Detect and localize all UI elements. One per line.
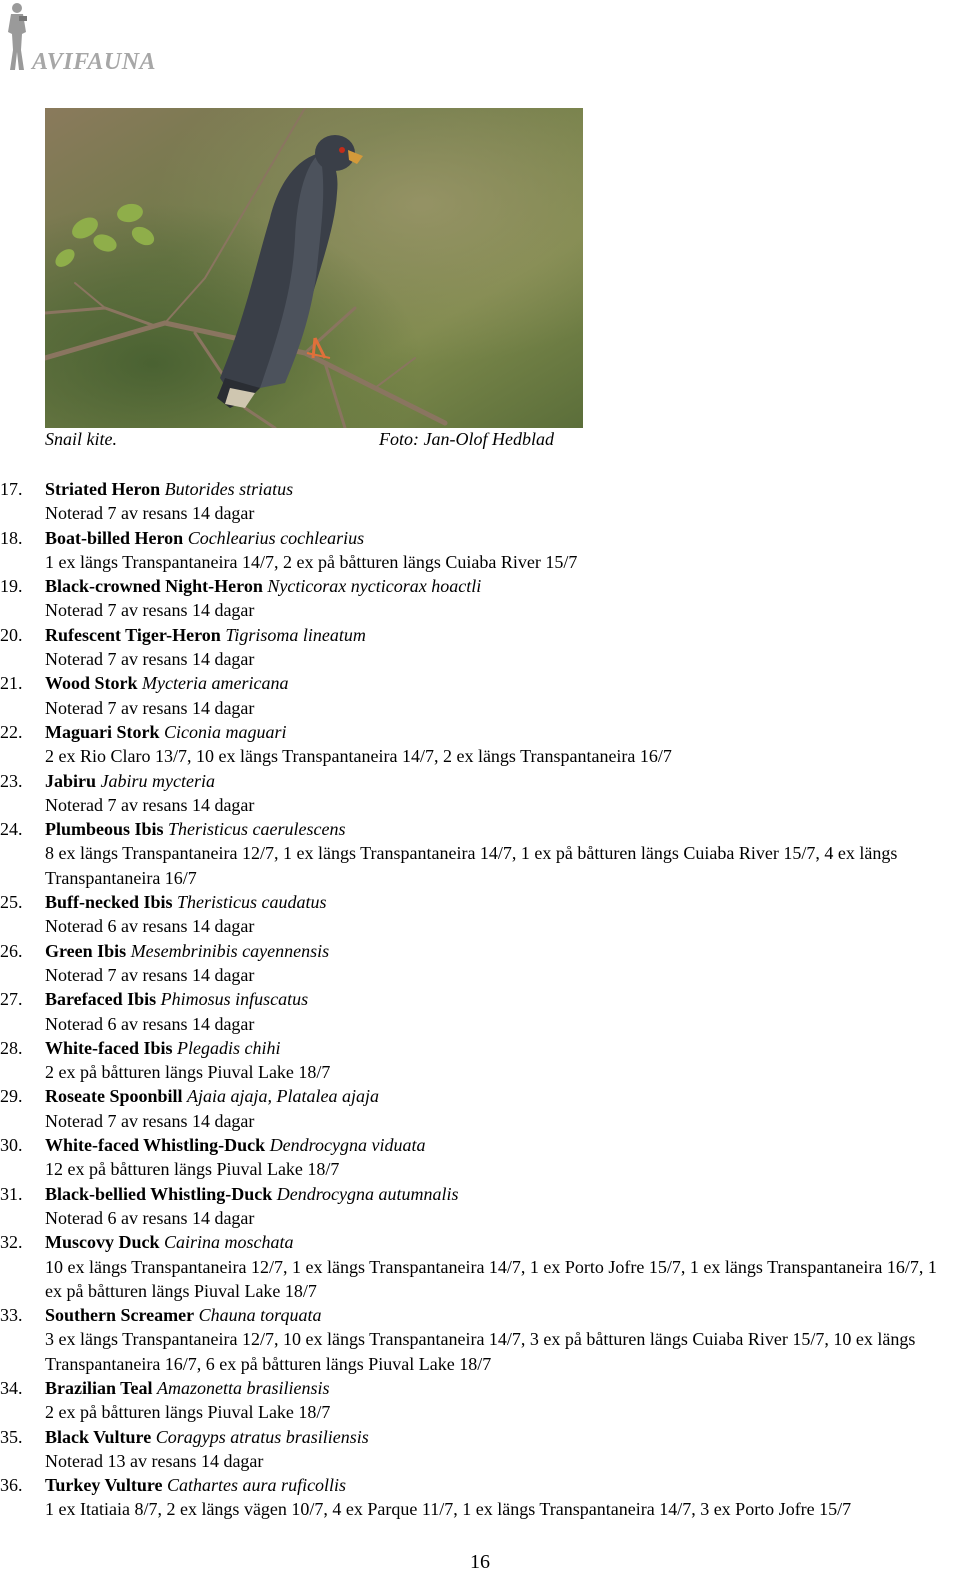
- species-entry: [0, 1376, 960, 1425]
- species-entry: [0, 1182, 960, 1231]
- species-observation-note: Noterad 13 av resans 14 dagar: [45, 1450, 264, 1471]
- species-common-name: Muscovy Duck: [45, 1232, 160, 1253]
- species-entry: [0, 1133, 960, 1182]
- species-entry: [0, 987, 960, 1036]
- species-common-name: Striated Heron: [45, 479, 161, 499]
- logo-wordmark: AVIFAUNA: [32, 49, 157, 75]
- species-common-name: Boat-billed Heron: [45, 527, 184, 548]
- species-observation-note: 8 ex längs Transpantaneira 12/7, 1 ex längs Transpantaneira 14/7, 1 ex på båtturen längs Cuiaba River 15/7, 4 ex längs Transpantaneira 16/7: [45, 843, 898, 888]
- species-entry: [0, 1303, 960, 1376]
- species-number: 23.: [0, 770, 23, 791]
- species-number: 35.: [0, 1426, 23, 1447]
- species-scientific-name: Cairina moschata: [164, 1232, 294, 1253]
- species-scientific-name: Chauna torquata: [198, 1305, 322, 1326]
- species-entry: [0, 939, 960, 988]
- species-number: 25.: [0, 892, 23, 913]
- species-entry: [0, 1425, 960, 1474]
- species-scientific-name: Theristicus caudatus: [177, 892, 327, 913]
- species-common-name: Brazilian Teal: [45, 1377, 153, 1398]
- species-observation-note: Noterad 7 av resans 14 dagar: [45, 697, 255, 718]
- species-common-name: Southern Screamer: [45, 1305, 195, 1326]
- species-entry: [0, 623, 960, 672]
- species-number: 24.: [0, 819, 23, 840]
- species-number: 30.: [0, 1135, 23, 1156]
- species-list: [0, 477, 960, 1522]
- species-entry: [0, 477, 960, 526]
- species-scientific-name: Amazonetta brasiliensis: [157, 1377, 330, 1398]
- species-observation-note: Noterad 7 av resans 14 dagar: [45, 794, 255, 815]
- species-entry: [0, 1084, 960, 1133]
- species-scientific-name: Phimosus infuscatus: [160, 989, 309, 1010]
- species-common-name: White-faced Ibis: [45, 1037, 173, 1058]
- photo-credit: Foto: Jan-Olof Hedblad: [379, 429, 554, 449]
- snail-kite-photo: [45, 108, 583, 428]
- species-observation-note: 2 ex på båtturen längs Piuval Lake 18/7: [45, 1402, 331, 1423]
- species-scientific-name: Butorides striatus: [164, 479, 294, 499]
- species-observation-note: Noterad 7 av resans 14 dagar: [45, 503, 255, 524]
- species-entry: [0, 574, 960, 623]
- species-common-name: Jabiru: [45, 770, 97, 791]
- species-entry: [0, 817, 960, 890]
- species-observation-note: Noterad 6 av resans 14 dagar: [45, 1013, 255, 1034]
- species-observation-note: Noterad 6 av resans 14 dagar: [45, 1207, 255, 1228]
- species-number: 21.: [0, 673, 23, 694]
- species-common-name: White-faced Whistling-Duck: [45, 1135, 266, 1156]
- species-observation-note: 10 ex längs Transpantaneira 12/7, 1 ex längs Transpantaneira 14/7, 1 ex Porto Jofre 15/7, 1 ex längs Transpantaneira 16/7, 1 ex på båtturen längs Piuval Lake 18/7: [45, 1256, 937, 1301]
- species-number: 19.: [0, 576, 23, 597]
- species-common-name: Rufescent Tiger-Heron: [45, 624, 221, 645]
- species-scientific-name: Dendrocygna viduata: [269, 1135, 426, 1156]
- species-observation-note: 1 ex längs Transpantaneira 14/7, 2 ex på båtturen längs Cuiaba River 15/7: [45, 551, 578, 572]
- species-number: 20.: [0, 624, 23, 645]
- species-entry: [0, 1473, 960, 1522]
- species-common-name: Black Vulture: [45, 1426, 152, 1447]
- avifauna-logo: [4, 2, 174, 76]
- species-observation-note: Noterad 7 av resans 14 dagar: [45, 600, 255, 621]
- species-scientific-name: Cochlearius cochlearius: [187, 527, 365, 548]
- species-scientific-name: Tigrisoma lineatum: [225, 624, 366, 645]
- species-number: 28.: [0, 1037, 23, 1058]
- species-common-name: Wood Stork: [45, 673, 138, 694]
- species-observation-note: Noterad 7 av resans 14 dagar: [45, 1110, 255, 1131]
- species-scientific-name: Ciconia maguari: [164, 721, 287, 742]
- species-observation-note: 2 ex Rio Claro 13/7, 10 ex längs Transpantaneira 14/7, 2 ex längs Transpantaneira 16/7: [45, 746, 672, 767]
- species-scientific-name: Jabiru mycteria: [100, 770, 215, 791]
- species-observation-note: Noterad 7 av resans 14 dagar: [45, 649, 255, 670]
- species-entry: [0, 671, 960, 720]
- species-observation-note: 12 ex på båtturen längs Piuval Lake 18/7: [45, 1159, 340, 1180]
- species-number: 18.: [0, 527, 23, 548]
- species-scientific-name: Mesembrinibis cayennensis: [130, 940, 330, 961]
- species-common-name: Black-bellied Whistling-Duck: [45, 1183, 273, 1204]
- species-number: 32.: [0, 1232, 23, 1253]
- species-common-name: Green Ibis: [45, 940, 127, 961]
- species-number: 36.: [0, 1475, 23, 1496]
- species-number: 34.: [0, 1377, 23, 1398]
- birdwatcher-figure-icon: [4, 2, 30, 72]
- photo-caption: Snail kite.: [45, 429, 117, 449]
- species-scientific-name: Cathartes aura ruficollis: [167, 1475, 347, 1496]
- species-entry: [0, 890, 960, 939]
- species-scientific-name: Ajaia ajaja, Platalea ajaja: [187, 1086, 380, 1107]
- species-observation-note: 1 ex Itatiaia 8/7, 2 ex längs vägen 10/7, 4 ex Parque 11/7, 1 ex längs Transpantaneira 14/7, 3 ex Porto Jofre 15/7: [45, 1499, 852, 1520]
- species-observation-note: Noterad 7 av resans 14 dagar: [45, 964, 255, 985]
- species-observation-note: Noterad 6 av resans 14 dagar: [45, 916, 255, 937]
- species-entry: [0, 1036, 960, 1085]
- species-number: 33.: [0, 1305, 23, 1326]
- species-common-name: Black-crowned Night-Heron: [45, 576, 263, 597]
- species-observation-note: 2 ex på båtturen längs Piuval Lake 18/7: [45, 1062, 331, 1083]
- species-entry: [0, 720, 960, 769]
- species-common-name: Barefaced Ibis: [45, 989, 157, 1010]
- species-scientific-name: Dendrocygna autumnalis: [276, 1183, 459, 1204]
- species-number: 27.: [0, 989, 23, 1010]
- species-common-name: Maguari Stork: [45, 721, 160, 742]
- species-number: 22.: [0, 721, 23, 742]
- species-observation-note: 3 ex längs Transpantaneira 12/7, 10 ex längs Transpantaneira 14/7, 3 ex på båtturen längs Cuiaba River 15/7, 10 ex längs Transpantaneira 16/7, 6 ex på båtturen längs Piuval Lake 18/7: [45, 1329, 916, 1374]
- species-entry: [0, 1230, 960, 1303]
- species-entry: [0, 769, 960, 818]
- species-scientific-name: Coragyps atratus brasiliensis: [155, 1426, 369, 1447]
- species-number: 17.: [0, 479, 23, 499]
- species-entry: [0, 526, 960, 575]
- species-common-name: Turkey Vulture: [45, 1475, 163, 1496]
- species-number: 26.: [0, 940, 23, 961]
- species-number: 29.: [0, 1086, 23, 1107]
- species-common-name: Buff-necked Ibis: [45, 892, 173, 913]
- species-scientific-name: Plegadis chihi: [177, 1037, 281, 1058]
- species-common-name: Plumbeous Ibis: [45, 819, 164, 840]
- species-scientific-name: Mycteria americana: [142, 673, 289, 694]
- species-common-name: Roseate Spoonbill: [45, 1086, 183, 1107]
- species-scientific-name: Nycticorax nycticorax hoactli: [267, 576, 482, 597]
- species-number: 31.: [0, 1183, 23, 1204]
- species-scientific-name: Theristicus caerulescens: [168, 819, 346, 840]
- page-number: 16: [470, 1551, 490, 1573]
